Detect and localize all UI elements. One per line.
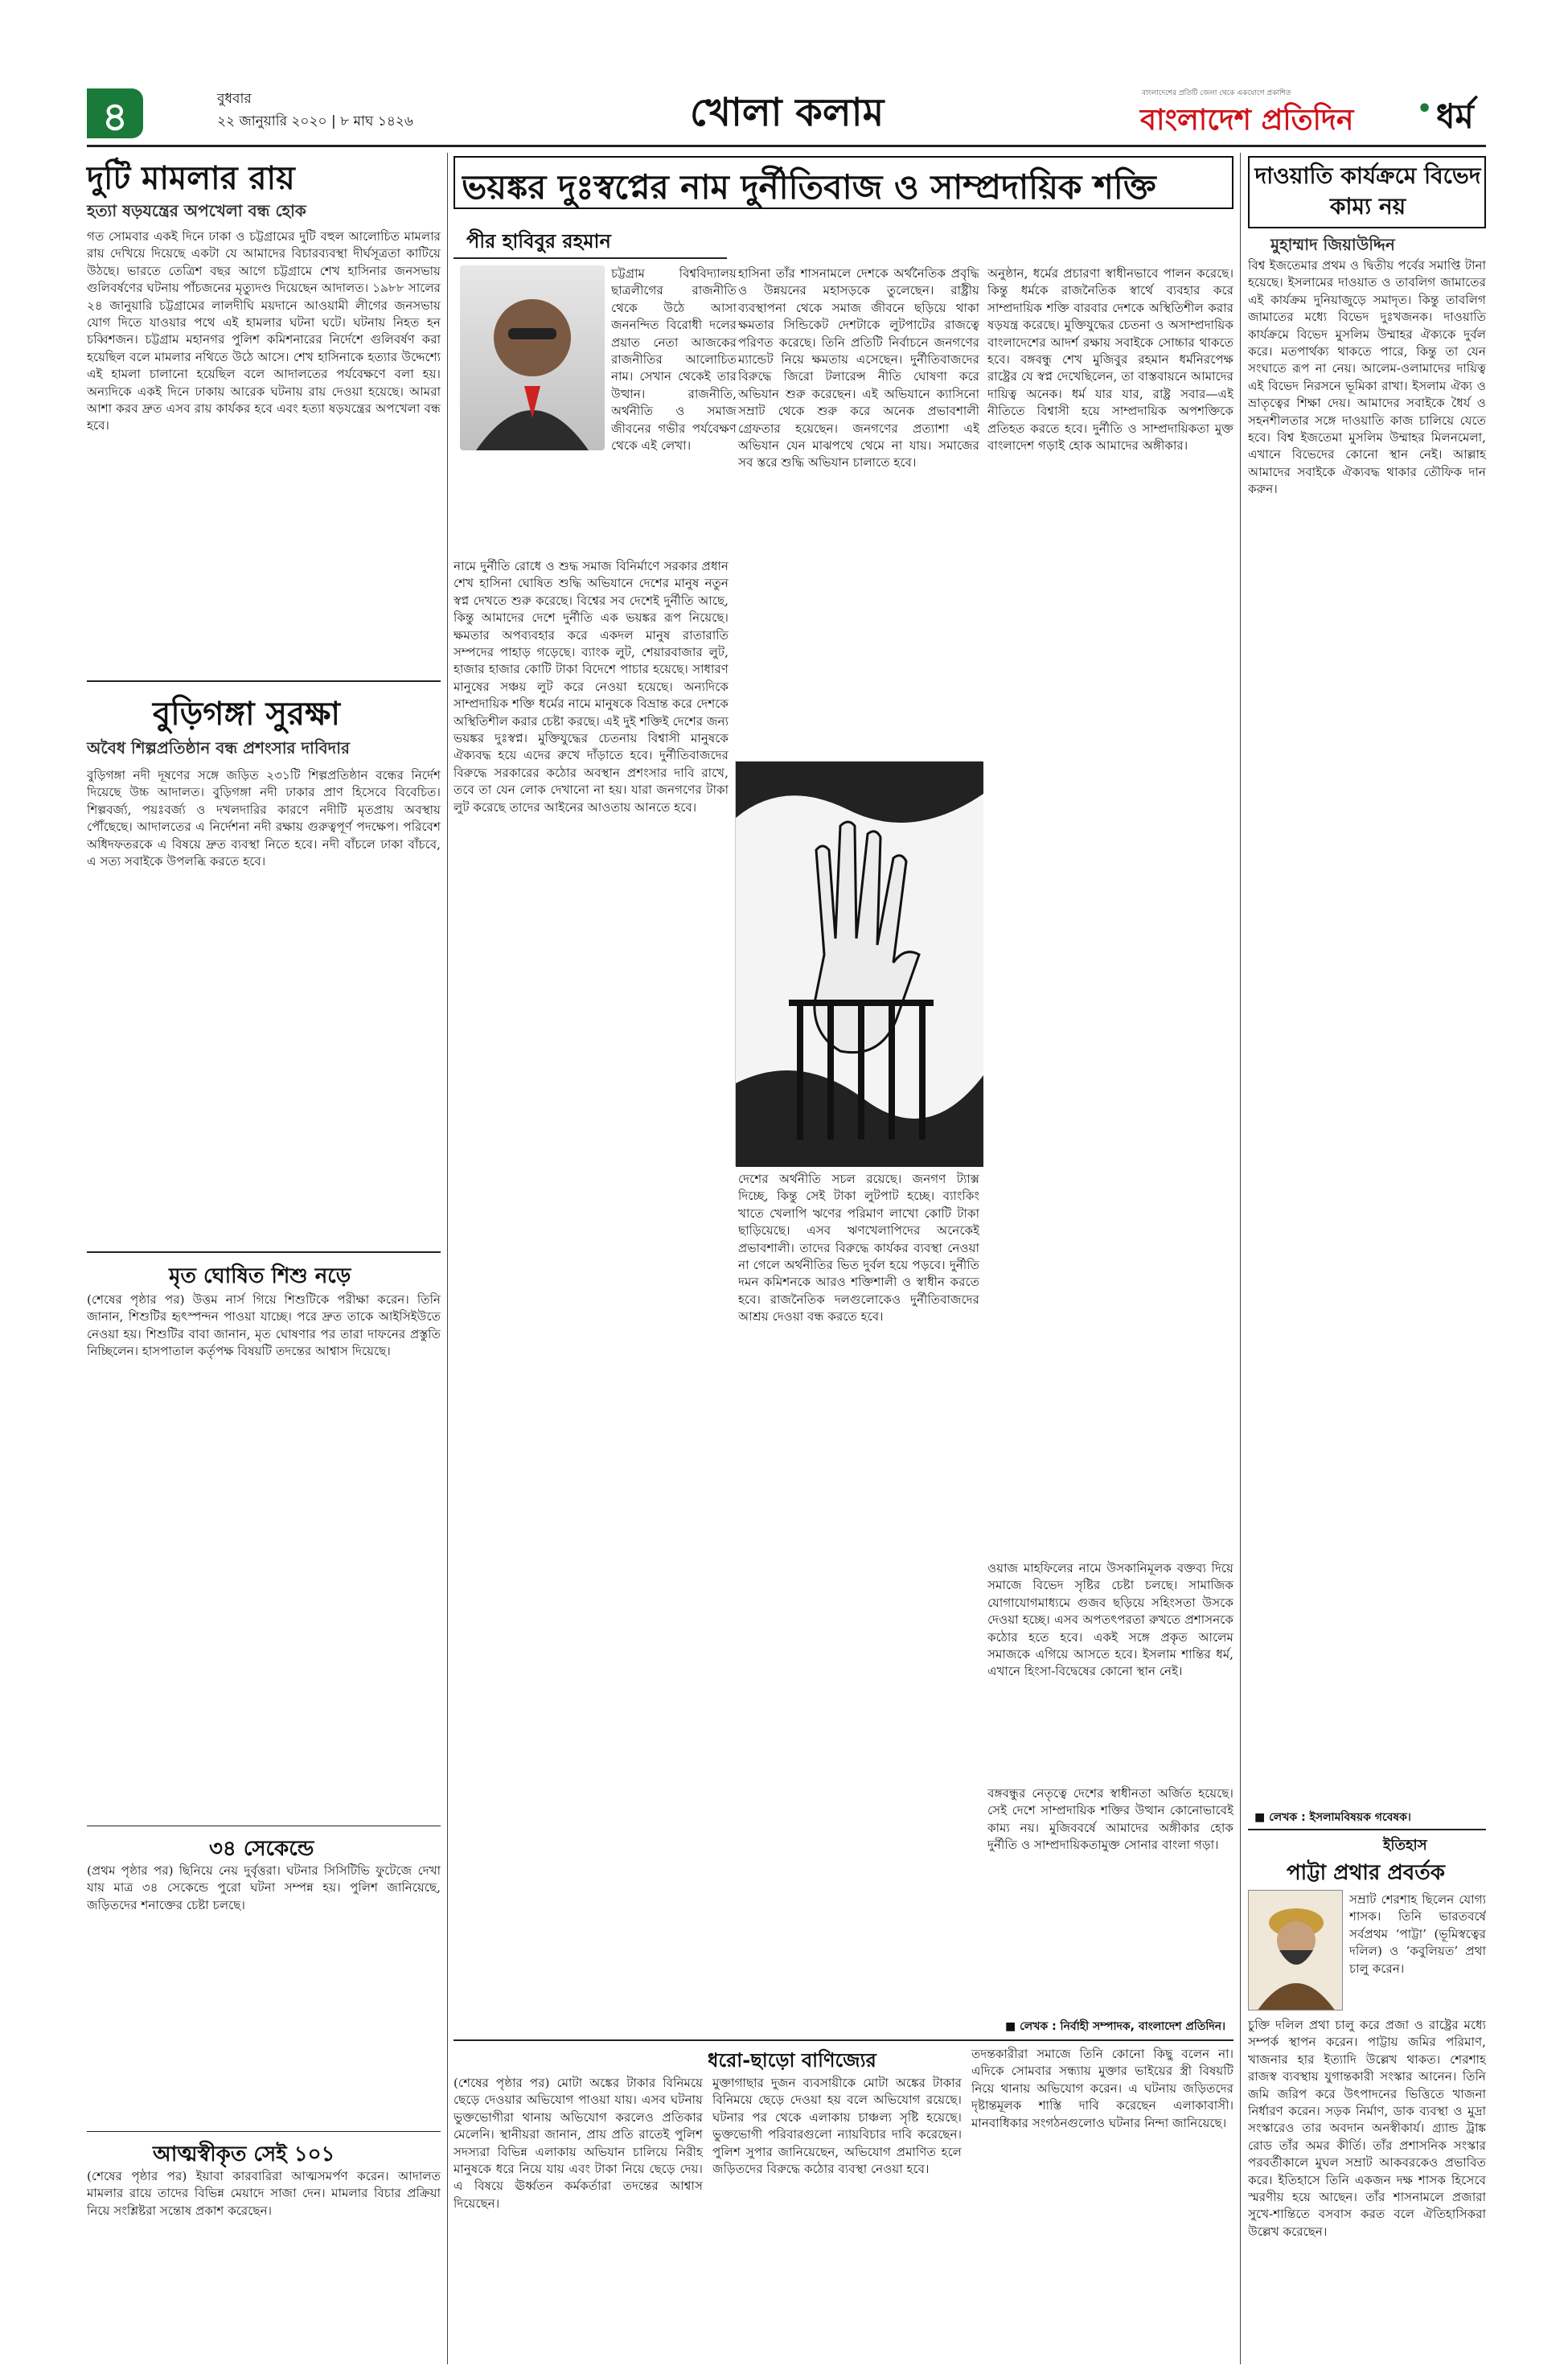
story-3-body: (শেষের পৃষ্ঠার পর) উত্তম নার্স গিয়ে শিশুটিকে পরীক্ষা করেন। তিনি জানান, শিশুটির হৃৎস্পন্দন পাওয়া যাচ্ছে। পরে দ্রুত তাকে আইসিইউতে নেওয়া হয়। শিশুটির বাবা জানান, মৃত ঘোষণার পর তারা দাফনের প্রস্তুতি নিচ্ছিলেন। হাসপাতাল কর্তৃপক্ষ বিষয়টি তদন্তের আশ্বাস দিয়েছে। bbox=[87, 1292, 441, 1359]
religion-body: বিশ্ব ইজতেমার প্রথম ও দ্বিতীয় পর্বের সমাপ্তি টানা হয়েছে। ইসলামের দাওয়াত ও তাবলিগ জামাতের এই কার্যক্রম দুনিয়াজুড়ে সমাদৃত। কিন্তু তাবলিগ জামাতের মধ্যে বিভেদ দুঃখজনক। দাওয়াতি কার্যক্রমে বিভেদ মুসলিম উম্মাহর ঐক্যকে দুর্বল করে। মতপার্থক্য থাকতে পারে, কিন্তু তা যেন সংঘাতে রূপ না নেয়। আলেম-ওলামাদের দায়িত্ব এই বিভেদ নিরসনে ভূমিকা রাখা। ইসলাম ঐক্য ও ভ্রাতৃত্বের শিক্ষা দেয়। আমাদের সবাইকে ধৈর্য ও সহনশীলতার সঙ্গে দাওয়াতি কাজ চালিয়ে যেতে হবে। বিশ্ব ইজতেমা মুসলিম উম্মাহর মিলনমেলা, এখানে বিভেদের কোনো স্থান নেই। আল্লাহ আমাদের সবাইকে ঐক্যবদ্ধ থাকার তৌফিক দান করুন। bbox=[1248, 258, 1486, 497]
right-divider bbox=[1240, 153, 1241, 2364]
left-divider bbox=[447, 153, 448, 2364]
main-col-3b: বঙ্গবন্ধুর নেতৃত্বে দেশের স্বাধীনতা অর্জিত হয়েছে। সেই দেশে সাম্প্রদায়িক শক্তির উত্থান কোনোভাবেই কাম্য নয়। মুজিববর্ষে আমাদের অঙ্গীকার হোক দুর্নীতি ও সাম্প্রদায়িকতামুক্ত সোনার বাংলা গড়া। bbox=[987, 1786, 1233, 1853]
religion-author-note: ■ লেখক : ইসলামবিষয়ক গবেষক। bbox=[1254, 1811, 1411, 1824]
bottom-col-3: তদন্তকারীরা সমাজে তিনি কোনো কিছু বলেন না। এদিকে সোমবার সন্ধ্যায় মুক্তার ভাইয়ের স্ত্রী বিষয়টি নিয়ে থানায় অভিযোগ করেন। এ ঘটনায় জড়িতদের দৃষ্টান্তমূলক শাস্তি দাবি করেছেন এলাকাবাসী। মানবাধিকার সংগঠনগুলোও ঘটনার নিন্দা জানিয়েছে। bbox=[971, 2047, 1233, 2130]
main-author-note: ■ লেখক : নির্বাহী সম্পাদক, বাংলাদেশ প্রতিদিন। bbox=[1005, 2020, 1226, 2033]
bottom-story-title: ধরো-ছাড়ো বাণিজ্যের bbox=[708, 2049, 876, 2072]
main-col-1b: দেশের অর্থনীতি সচল রয়েছে। জনগণ ট্যাক্স দিচ্ছে, কিন্তু সেই টাকা লুটপাট হচ্ছে। ব্যাংকিং খাতে খেলাপি ঋণের পরিমাণ লাখো কোটি টাকা ছাড়িয়েছে। এসব ঋণখেলাপিদের অনেকেই প্রভাবশালী। তাদের বিরুদ্ধে কার্যকর ব্যবস্থা নেওয়া না গেলে অর্থনীতির ভিত দুর্বল হয়ে পড়বে। দুর্নীতি দমন কমিশনকে আরও শক্তিশালী ও স্বাধীন করতে হবে। রাজনৈতিক দলগুলোকেও দুর্নীতিবাজদের আশ্রয় দেওয়া বন্ধ করতে হবে। bbox=[738, 1172, 979, 1325]
section-title: খোলা কলাম bbox=[690, 90, 885, 135]
masthead-rule bbox=[87, 145, 1486, 147]
main-col-2b: ওয়াজ মাহফিলের নামে উসকানিমূলক বক্তব্য দিয়ে সমাজে বিভেদ সৃষ্টির চেষ্টা চলছে। সামাজিক যোগাযোগমাধ্যমে গুজব ছড়িয়ে সহিংসতা উসকে দেওয়া হচ্ছে। এসব অপতৎপরতা রুখতে প্রশাসনকে কঠোর হতে হবে। একই সঙ্গে প্রকৃত আলেম সমাজকে এগিয়ে আসতে হবে। ইসলাম শান্তির ধর্ম, এখানে হিংসা-বিদ্বেষের কোনো স্থান নেই। bbox=[987, 1561, 1233, 1679]
story-5-body: (শেষের পৃষ্ঠার পর) ইয়াবা কারবারিরা আত্মসমর্পণ করেন। আদালত মামলার রায়ে তাদের বিভিন্ন মেয়াদে সাজা দেন। মামলার বিচার প্রক্রিয়া নিয়ে সংশ্লিষ্টরা সন্তোষ প্রকাশ করেছেন। bbox=[87, 2169, 441, 2218]
history-body: চুক্তি দলিল প্রথা চালু করে প্রজা ও রাষ্ট্রের মধ্যে সম্পর্ক স্থাপন করেন। পাট্টায় জমির পরিমাণ, খাজনার হার ইত্যাদি উল্লেখ থাকত। শেরশাহ রাজস্ব ব্যবস্থায় যুগান্তকারী সংস্কার আনেন। তিনি জমি জরিপ করে উৎপাদনের ভিত্তিতে খাজনা নির্ধারণ করেন। সড়ক নির্মাণ, ডাক ব্যবস্থা ও মুদ্রা সংস্কারেও তার অবদান অনস্বীকার্য। গ্র্যান্ড ট্রাঙ্ক রোড তাঁর অমর কীর্তি। তাঁর প্রশাসনিক সংস্কার পরবর্তীকালে মুঘল সম্রাট আকবরকেও প্রভাবিত করে। ইতিহাসে তিনি একজন দক্ষ শাসক হিসেবে স্মরণীয় হয়ে আছেন। তাঁর শাসনামলে প্রজারা সুখে-শান্তিতে বসবাস করত বলে ঐতিহাসিকরা উল্লেখ করেছেন। bbox=[1248, 2018, 1486, 2239]
story-5-title: আত্মস্বীকৃত সেই ১০১ bbox=[153, 2142, 335, 2167]
editorial-2-body: বুড়িগঙ্গা নদী দূষণের সঙ্গে জড়িত ২৩১টি শিল্পপ্রতিষ্ঠান বন্ধের নির্দেশ দিয়েছে উচ্চ আদালত। বুড়িগঙ্গা নদী ঢাকার প্রাণ হিসেবে বিবেচিত। শিল্পবর্জ্য, পয়ঃবর্জ্য ও দখলদারির কারণে নদীটি মৃতপ্রায় অবস্থায় পৌঁছেছে। আদালতের এ নির্দেশনা নদী রক্ষায় গুরুত্বপূর্ণ পদক্ষেপ। পরিবেশ অধিদফতরকে এ বিষয়ে দ্রুত ব্যবস্থা নিতে হবে। নদী বাঁচলে ঢাকা বাঁচবে, এ সত্য সবাইকে উপলব্ধি করতে হবে। bbox=[87, 768, 441, 869]
weekday: বুধবার bbox=[217, 91, 252, 107]
story-3-title: মৃত ঘোষিত শিশু নড়ে bbox=[169, 1264, 351, 1288]
history-rule bbox=[1248, 1829, 1486, 1830]
sher-shah-portrait bbox=[1248, 1890, 1343, 2011]
date-line: ২২ জানুয়ারি ২০২০ | ৮ মাঘ ১৪২৬ bbox=[217, 113, 413, 129]
history-label: ইতিহাস bbox=[1383, 1837, 1427, 1854]
author-photo bbox=[460, 265, 605, 450]
illustration-corruption-hand bbox=[735, 761, 983, 1166]
story-4-body: (প্রথম পৃষ্ঠার পর) ছিনিয়ে নেয় দুর্বৃত্তরা। ঘটনার সিসিটিভি ফুটেজে দেখা যায় মাত্র ৩৪ সেকেন্ডে পুরো ঘটনা সম্পন্ন হয়। পুলিশ জানিয়েছে, জড়িতদের শনাক্তের চেষ্টা চলছে। bbox=[87, 1863, 441, 1912]
left-rule-2 bbox=[87, 1251, 441, 1253]
religion-author: মুহাম্মাদ জিয়াউদ্দিন bbox=[1270, 235, 1395, 254]
byline-rule bbox=[454, 257, 727, 259]
main-headline: ভয়ঙ্কর দুঃস্বপ্নের নাম দুর্নীতিবাজ ও সাম্প্রদায়িক শক্তি bbox=[462, 167, 1156, 207]
main-col-3: অনুষ্ঠান, ধর্মের প্রচারণা স্বাধীনভাবে পালন করেছে। কিন্তু ধর্মকে রাজনৈতিক স্বার্থে ব্যবহার করে সাম্প্রদায়িক শক্তি বারবার দেশকে অস্থিতিশীল করার ষড়যন্ত্র করেছে। মুক্তিযুদ্ধের চেতনা ও অসাম্প্রদায়িক বাংলাদেশের আদর্শ রক্ষায় সবাইকে সোচ্চার থাকতে হবে। বঙ্গবন্ধু শেখ মুজিবুর রহমান ধর্মনিরপেক্ষ রাষ্ট্রের যে স্বপ্ন দেখেছিলেন, তা বাস্তবায়নে আমাদের দায়িত্ব অনেক। ধর্ম যার যার, রাষ্ট্র সবার—এই নীতিতে বিশ্বাসী হয়ে সাম্প্রদায়িক অপশক্তিকে প্রতিহত করতে হবে। দুর্নীতি ও সাম্প্রদায়িকতা মুক্ত বাংলাদেশ গড়াই হোক আমাদের অঙ্গীকার। bbox=[987, 266, 1233, 454]
main-col-1: নামে দুর্নীতি রোধে ও শুদ্ধ সমাজ বিনির্মাণে সরকার প্রধান শেখ হাসিনা ঘোষিত শুদ্ধি অভিযানে দেশের মানুষ নতুন স্বপ্ন দেখতে শুরু করেছে। বিশ্বের সব দেশেই দুর্নীতি আছে, কিন্তু আমাদের দেশে দুর্নীতি এক ভয়ঙ্কর রূপ নিয়েছে। ক্ষমতার অপব্যবহার করে একদল মানুষ রাতারাতি সম্পদের পাহাড় গড়েছে। ব্যাংক লুট, শেয়ারবাজার লুট, হাজার হাজার কোটি টাকা বিদেশে পাচার হয়েছে। সাধারণ মানুষের সঞ্চয় লুট করে নেওয়া হয়েছে। অন্যদিকে সাম্প্রদায়িক শক্তি ধর্মের নামে মানুষকে বিভ্রান্ত করে দেশকে অস্থিতিশীল করার চেষ্টা করছে। এই দুই শক্তিই দেশের জন্য ভয়ঙ্কর দুঃস্বপ্ন। মুক্তিযুদ্ধের চেতনায় বিশ্বাসী মানুষকে ঐক্যবদ্ধ হয়ে এদের রুখে দাঁড়াতে হবে। দুর্নীতিবাজদের বিরুদ্ধে সরকারের কঠোর অবস্থান প্রশংসার দাবি রাখে, তবে তা যেন লোক দেখানো না হয়। যারা জনগণের টাকা লুট করেছে তাদের আইনের আওতায় আনতে হবে। bbox=[454, 559, 729, 815]
main-author: পীর হাবিবুর রহমান bbox=[466, 230, 611, 253]
paper-tagline: বাংলাদেশের প্রতিটি জেলা থেকে একযোগে প্রকাশিত bbox=[1142, 89, 1291, 97]
bottom-col-2: মুক্তাগাছার দুজন ব্যবসায়ীকে মোটা অঙ্কের টাকার বিনিময়ে ছেড়ে দেওয়া হয় বলে অভিযোগ রয়েছে। ঘটনার পর থেকে এলাকায় চাঞ্চল্য সৃষ্টি হয়েছে। ভুক্তভোগী পরিবারগুলো ন্যায়বিচার দাবি করেছেন। পুলিশ সুপার জানিয়েছেন, অভিযোগ প্রমাণিত হলে জড়িতদের বিরুদ্ধে কঠোর ব্যবস্থা নেওয়া হবে। bbox=[712, 2076, 962, 2177]
masthead-bullet: • bbox=[1417, 95, 1433, 123]
editorial-1-body: গত সোমবার একই দিনে ঢাকা ও চট্টগ্রামের দুটি বহুল আলোচিত মামলার রায় দেখিয়ে দিয়েছে একটা যে আমাদের বিচারব্যবস্থা দীর্ঘসূত্রতা কাটিয়ে উঠছে। ভারতে তেত্রিশ বছর আগে চট্টগ্রামে শেখ হাসিনার জনসভায় গুলিবর্ষণের ঘটনায় পাঁচজনের মৃত্যুদণ্ড দিয়েছেন আদালত। ১৯৮৮ সালের ২৪ জানুয়ারি চট্টগ্রামের লালদীঘি ময়দানে আওয়ামী লীগের জনসভায় যোগ দিতে যাওয়ার পথে এই হামলার ঘটনা ঘটে। ঘটনায় নিহত হন চব্বিশজন। চট্টগ্রাম মহানগর পুলিশ কমিশনারের নির্দেশে গুলিবর্ষণ করা হয়েছিল বলে মামলার নথিতে উঠে আসে। শেখ হাসিনাকে হত্যার উদ্দেশ্যে এই হামলা চালানো হয়েছিল বলে আদালতের পর্যবেক্ষণে বলা হয়। অন্যদিকে একই দিনে ঢাকায় আরেক ঘটনায় রায় দেওয়া হয়েছে। আমরা আশা করব দ্রুত এসব রায় কার্যকর হবে এবং হত্যা ষড়যন্ত্রের অপখেলা বন্ধ হবে। bbox=[87, 229, 441, 433]
main-col-2: হাসিনা তাঁর শাসনামলে দেশকে অর্থনৈতিক প্রবৃদ্ধি ও উন্নয়নের মহাসড়কে তুলেছেন। রাষ্ট্রীয় ব্যবস্থাপনা থেকে সমাজ জীবনে ছড়িয়ে থাকা ক্ষমতার সিন্ডিকেট দেশটাকে লুটপাটের রাজত্বে পরিণত করেছে। তিনি প্রতিটি নির্বাচনে জনগণের ম্যান্ডেট নিয়ে ক্ষমতায় এসেছেন। দুর্নীতিবাজদের বিরুদ্ধে জিরো টলারেন্স নীতি ঘোষণা করে অভিযান শুরু করেছেন। এই অভিযানে ক্যাসিনো সম্রাট থেকে শুরু করে অনেক প্রভাবশালী গ্রেফতার হয়েছেন। জনগণের প্রত্যাশা এই অভিযান যেন মাঝপথে থেমে না যায়। সমাজের সব স্তরে শুদ্ধি অভিযান চালাতে হবে। bbox=[738, 266, 979, 470]
editorial-2-subtitle: অবৈধ শিল্পপ্রতিষ্ঠান বন্ধ প্রশংসার দাবিদার bbox=[87, 738, 350, 758]
section-right: ধর্ম bbox=[1436, 97, 1474, 136]
history-title: পাট্টা প্রথার প্রবর্তক bbox=[1287, 1861, 1445, 1885]
paper-logo: বাংলাদেশ প্রতিদিন bbox=[1140, 104, 1354, 137]
history-intro: সম্রাট শেরশাহ ছিলেন যোগ্য শাসক। তিনি ভারতবর্ষে সর্বপ্রথম ‘পাট্টা’ (ভূমিস্বত্বের দলিল) ও ‘কবুলিয়ত’ প্রথা চালু করেন। bbox=[1349, 1892, 1486, 1976]
bottom-col-1: (শেষের পৃষ্ঠার পর) মোটা অঙ্কের টাকার বিনিময়ে ছেড়ে দেওয়ার অভিযোগ পাওয়া যায়। এসব ঘটনায় ভুক্তভোগীরা থানায় অভিযোগ করলেও প্রতিকার মেলেনি। স্থানীয়রা জানান, প্রায় প্রতি রাতেই পুলিশ সদস্যরা বিভিন্ন এলাকায় অভিযান চালিয়ে নিরীহ মানুষকে ধরে নিয়ে যায় এবং টাকা নিয়ে ছেড়ে দেয়। এ বিষয়ে ঊর্ধ্বতন কর্মকর্তারা তদন্তের আশ্বাস দিয়েছেন। bbox=[454, 2076, 703, 2211]
editorial-1-title: দুটি মামলার রায় bbox=[87, 160, 295, 197]
left-rule-1 bbox=[87, 680, 441, 682]
page-number: ৪ bbox=[101, 93, 129, 140]
religion-title: দাওয়াতি কার্যক্রমে বিভেদ কাম্য নয় bbox=[1254, 162, 1481, 220]
left-rule-4 bbox=[87, 2131, 441, 2132]
main-intro: চট্টগ্রাম বিশ্ববিদ্যালয় ছাত্রলীগের রাজনীতি থেকে উঠে আসা জননন্দিত বিরোধী দলের প্রয়াত নেতা আজকের রাজনীতির আলোচিত নাম। সেখান থেকেই তার উত্থান। রাজনীতি, অর্থনীতি ও সমাজ জীবনের গভীর পর্যবেক্ষণ থেকে এই লেখা। bbox=[611, 266, 737, 454]
editorial-2-title: বুড়িগঙ্গা সুরক্ষা bbox=[153, 696, 340, 733]
editorial-1-subtitle: হত্যা ষড়যন্ত্রের অপখেলা বন্ধ হোক bbox=[87, 201, 306, 220]
story-4-title: ৩৪ সেকেন্ডে bbox=[209, 1837, 314, 1861]
main-bottom-rule bbox=[454, 2039, 1233, 2041]
